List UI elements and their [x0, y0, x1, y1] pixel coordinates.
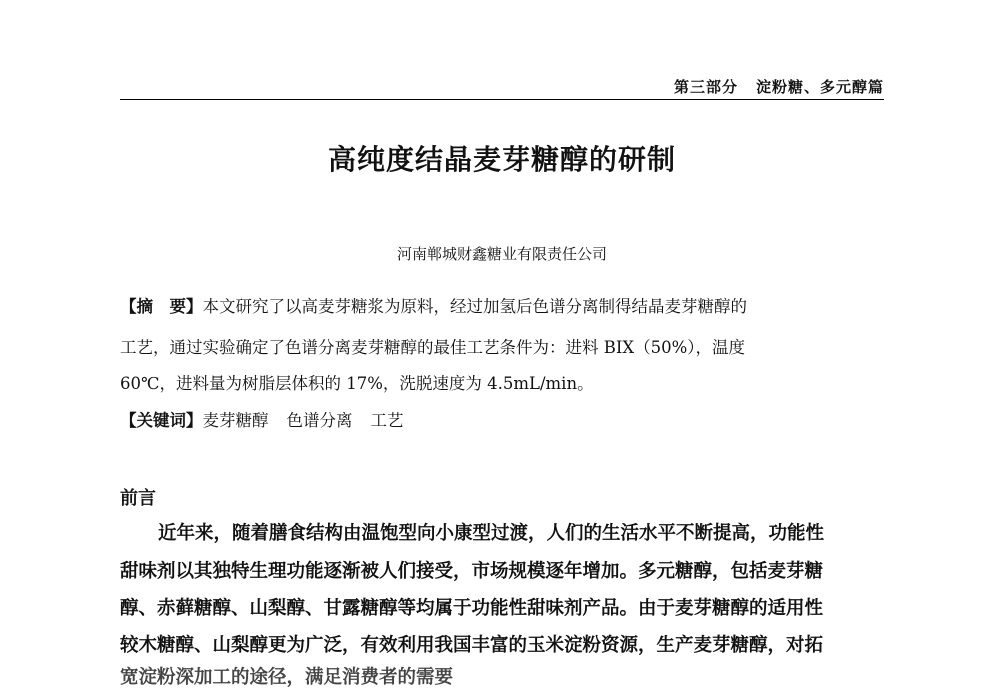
keywords-label: 【关键词】: [120, 411, 203, 430]
keywords-line: [120, 410, 884, 432]
body-paragraph-line: 较木糖醇、山梨醇更为广泛，有效利用我国丰富的玉米淀粉资源，生产麦芽糖醇，对拓: [120, 635, 824, 656]
abstract-text-1: 本文研究了以高麦芽糖浆为原料，经过加氢后色谱分离制得结晶麦芽糖醇的: [202, 297, 747, 316]
keyword-item: 麦芽糖醇: [202, 411, 269, 430]
keyword-item: 色谱分离: [286, 411, 353, 430]
abstract-line-2: 工艺，通过实验确定了色谱分离麦芽糖醇的最佳工艺条件为：进料 BIX（50%），温度: [120, 338, 746, 357]
abstract-label: 【摘 要】: [120, 297, 203, 316]
running-header-topic: 淀粉糖、多元醇篇: [755, 78, 884, 96]
header-rule: [120, 99, 884, 100]
body-paragraph-line: 甜味剂以其独特生理功能逐渐被人们接受，市场规模逐年增加。多元糖醇，包括麦芽糖: [120, 561, 824, 582]
keyword-item: 工艺: [370, 411, 404, 430]
abstract-line-3: 60℃，进料量为树脂层体积的 17%，洗脱速度为 4.5mL/min。: [120, 374, 594, 393]
paper-title: 高纯度结晶麦芽糖醇的研制: [327, 143, 676, 176]
body-paragraph-line: 醇、赤藓糖醇、山梨醇、甘露糖醇等均属于功能性甜味剂产品。由于麦芽糖醇的适用性: [120, 598, 824, 619]
abstract-line-1: [120, 296, 884, 318]
author-affiliation: 河南郸城财鑫糖业有限责任公司: [396, 245, 607, 263]
body-paragraph-line-cut-off: 宽淀粉深加工的途径，满足消费者的需要: [120, 667, 454, 688]
section-heading-preface: 前言: [120, 488, 156, 509]
running-header-part: 第三部分: [673, 78, 738, 96]
running-header: [120, 76, 884, 97]
body-paragraph-line: 近年来，随着膳食结构由温饱型向小康型过渡，人们的生活水平不断提高，功能性: [158, 523, 825, 544]
